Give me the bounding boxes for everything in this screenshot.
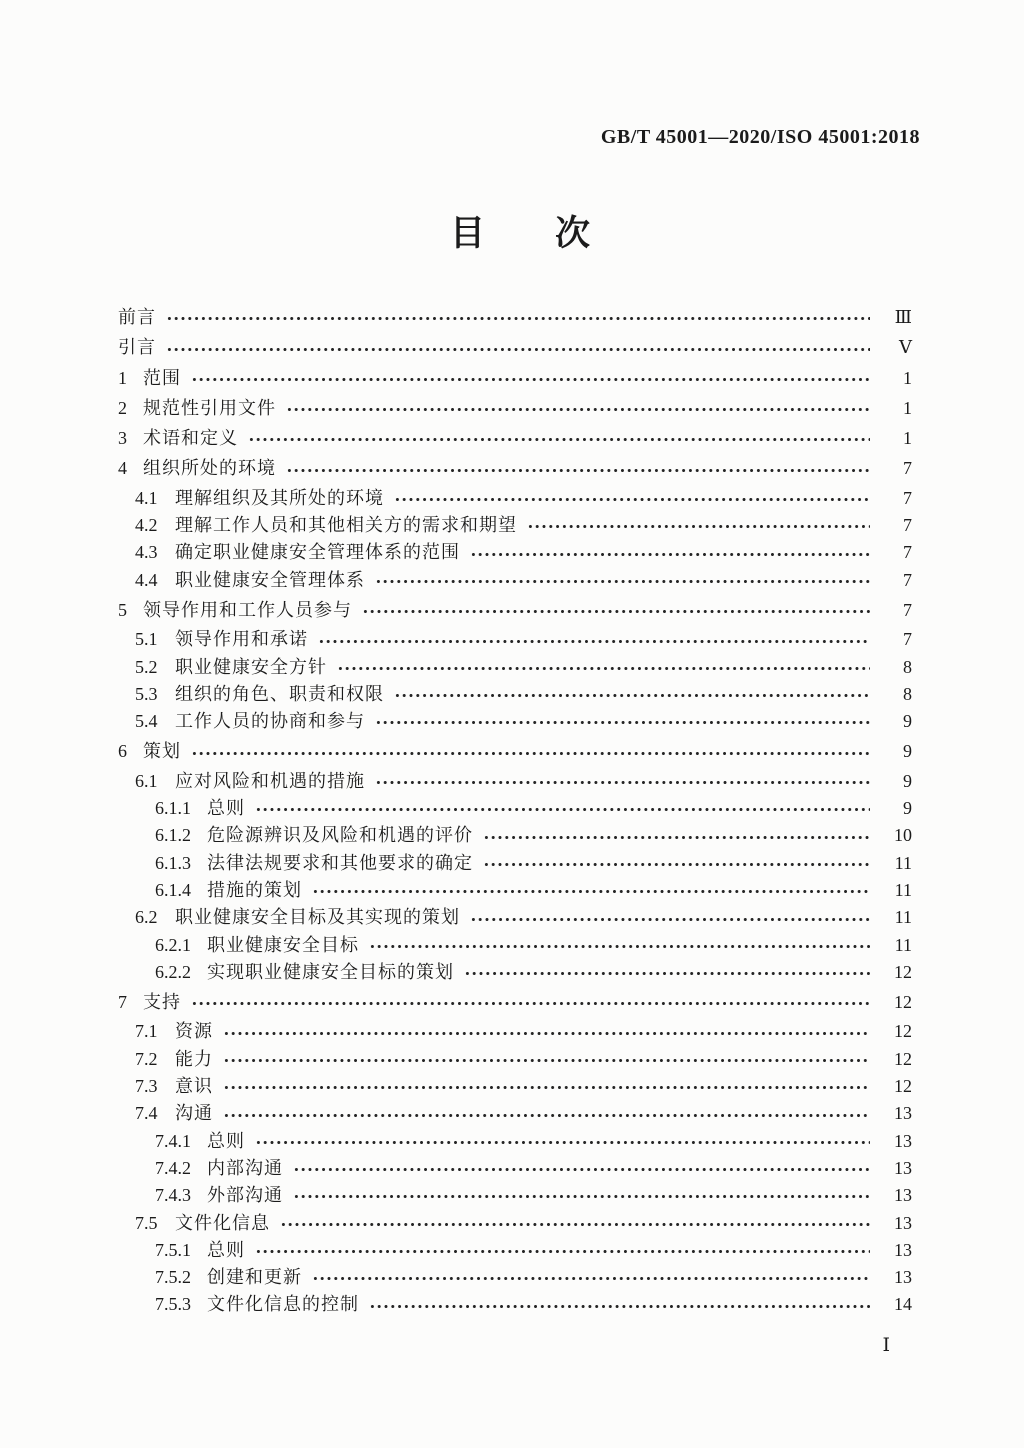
toc-entry-number: 7.5.1	[155, 1239, 191, 1260]
toc-entry-page: 7	[903, 515, 912, 536]
toc-entry	[118, 1210, 912, 1237]
toc-entry-number: 4.1	[135, 487, 158, 508]
toc-entry-page: 1	[903, 397, 912, 418]
toc-dot-leader	[191, 365, 870, 392]
toc-dot-leader	[375, 567, 870, 594]
toc-entry-number: 7.5.3	[155, 1294, 191, 1315]
toc-entry	[118, 654, 912, 681]
toc-entry-label: 能力	[175, 1048, 213, 1069]
toc-dot-leader	[166, 304, 870, 331]
toc-entry-page: 11	[894, 879, 912, 900]
toc-entry-label: 组织所处的环境	[143, 458, 276, 479]
toc-entry-label: 术语和定义	[143, 428, 238, 449]
toc-entry-page: 11	[894, 907, 912, 928]
toc-entry-page: 13	[894, 1239, 912, 1260]
toc-entry-page: 7	[903, 458, 912, 479]
toc-entry-number: 7.5.2	[155, 1267, 191, 1288]
toc-entry	[118, 1155, 912, 1182]
toc-dot-leader	[223, 1073, 870, 1100]
toc-entry-number: 7.4	[135, 1103, 158, 1124]
toc-entry-page: 12	[894, 961, 912, 982]
toc-entry-number: 6.1.1	[155, 798, 191, 819]
toc-entry-number: 1	[118, 367, 127, 388]
toc-dot-leader	[375, 708, 870, 735]
toc-entry-label: 措施的策划	[207, 879, 302, 900]
toc-entry	[118, 738, 912, 765]
toc-entry	[118, 512, 912, 539]
toc-entry-number: 3	[118, 428, 127, 449]
toc-entry-page: 11	[894, 934, 912, 955]
toc-entry-label: 确定职业健康安全管理体系的范围	[175, 542, 460, 563]
toc-entry-label: 总则	[207, 798, 245, 819]
toc-entry-number: 7.1	[135, 1021, 158, 1042]
toc-entry-page: 13	[894, 1157, 912, 1178]
toc-entry-label: 内部沟通	[207, 1157, 283, 1178]
toc-entry-number: 7.4.3	[155, 1185, 191, 1206]
toc-entry-page: 1	[903, 428, 912, 449]
toc-dot-leader	[223, 1046, 870, 1073]
toc-entry-page: 9	[903, 770, 912, 791]
toc-entry-page: 12	[894, 1076, 912, 1097]
toc-entry-number: 7.5	[135, 1212, 158, 1233]
toc-entry-number: 5.4	[135, 711, 158, 732]
toc-entry-label: 组织的角色、职责和权限	[175, 683, 384, 704]
toc-entry-page: 7	[903, 599, 912, 620]
toc-entry	[118, 1182, 912, 1209]
toc-entry-number: 5.3	[135, 683, 158, 704]
toc-entry-label: 理解工作人员和其他相关方的需求和期望	[175, 515, 517, 536]
toc-entry-label: 文件化信息的控制	[207, 1294, 359, 1315]
toc-entry-number: 4.4	[135, 569, 158, 590]
toc-entry-page: 13	[894, 1212, 912, 1233]
toc-entry-label: 规范性引用文件	[143, 397, 276, 418]
toc-dot-leader	[483, 850, 870, 877]
toc-entry-label: 实现职业健康安全目标的策划	[207, 961, 454, 982]
toc-dot-leader	[286, 395, 870, 422]
toc-dot-leader	[286, 455, 870, 482]
toc-entry-page: 1	[903, 367, 912, 388]
toc-entry	[118, 1100, 912, 1127]
toc-entry-label: 前言	[118, 307, 156, 327]
toc-dot-leader	[255, 1128, 870, 1155]
toc-dot-leader	[470, 904, 870, 931]
toc-entry-page: Ⅲ	[894, 307, 912, 327]
toc-dot-leader	[394, 485, 870, 512]
toc-dot-leader	[280, 1210, 870, 1237]
toc-entry-number: 6.1.3	[155, 852, 191, 873]
toc-entry	[118, 455, 912, 482]
toc-entry	[118, 425, 912, 452]
page-title: 目 次	[449, 214, 590, 253]
toc-entry-number: 7	[118, 992, 127, 1013]
toc-dot-leader	[312, 1264, 870, 1291]
toc-dot-leader	[255, 1237, 870, 1264]
toc-entry-label: 文件化信息	[175, 1212, 270, 1233]
toc-entry-label: 意识	[175, 1076, 213, 1097]
toc-entry	[118, 304, 912, 331]
toc-entry-page: 9	[903, 741, 912, 762]
toc-entry-label: 职业健康安全方针	[175, 656, 327, 677]
toc-entry-number: 2	[118, 397, 127, 418]
toc-dot-leader	[293, 1155, 870, 1182]
toc-entry-label: 理解组织及其所处的环境	[175, 487, 384, 508]
toc-entry-label: 职业健康安全目标及其实现的策划	[175, 907, 460, 928]
toc-entry-page: 7	[903, 569, 912, 590]
toc-dot-leader	[191, 989, 870, 1016]
table-of-contents	[118, 301, 912, 1319]
toc-dot-leader	[223, 1100, 870, 1127]
toc-entry	[118, 959, 912, 986]
toc-entry-label: 引言	[118, 337, 156, 358]
toc-entry-page: 13	[894, 1267, 912, 1288]
toc-entry	[118, 708, 912, 735]
toc-entry-page: 9	[903, 711, 912, 732]
document-code-header: GB/T 45001—2020/ISO 45001:2018	[600, 126, 920, 148]
toc-entry-page: 8	[903, 683, 912, 704]
toc-dot-leader	[318, 626, 870, 653]
toc-entry-number: 6	[118, 741, 127, 762]
toc-entry-number: 7.3	[135, 1076, 158, 1097]
toc-dot-leader	[293, 1182, 870, 1209]
toc-entry-label: 领导作用和承诺	[175, 629, 308, 650]
toc-dot-leader	[375, 768, 870, 795]
toc-dot-leader	[223, 1018, 870, 1045]
toc-entry-page: 7	[903, 542, 912, 563]
toc-entry	[118, 395, 912, 422]
toc-entry-label: 支持	[143, 992, 181, 1013]
toc-entry-label: 工作人员的协商和参与	[175, 711, 365, 732]
toc-entry-number: 5	[118, 599, 127, 620]
toc-dot-leader	[191, 738, 870, 765]
toc-dot-leader	[369, 932, 870, 959]
toc-dot-leader	[470, 539, 870, 566]
toc-entry	[118, 626, 912, 653]
toc-entry	[118, 485, 912, 512]
toc-entry	[118, 822, 912, 849]
toc-entry-label: 创建和更新	[207, 1267, 302, 1288]
toc-entry-page: 9	[903, 798, 912, 819]
toc-dot-leader	[312, 877, 870, 904]
toc-entry-number: 7.4.1	[155, 1130, 191, 1151]
toc-dot-leader	[255, 795, 870, 822]
toc-entry-number: 6.1.4	[155, 879, 191, 900]
toc-dot-leader	[527, 512, 870, 539]
toc-entry-number: 5.2	[135, 656, 158, 677]
toc-entry	[118, 567, 912, 594]
toc-entry	[118, 1018, 912, 1045]
toc-entry-page: 11	[894, 852, 912, 873]
toc-entry-number: 6.2.2	[155, 961, 191, 982]
toc-entry	[118, 768, 912, 795]
toc-entry	[118, 597, 912, 624]
toc-dot-leader	[464, 959, 870, 986]
toc-dot-leader	[248, 425, 870, 452]
toc-dot-leader	[369, 1291, 870, 1318]
toc-entry-number: 7.4.2	[155, 1157, 191, 1178]
toc-entry-number: 4.3	[135, 542, 158, 563]
toc-entry-label: 总则	[207, 1239, 245, 1260]
toc-entry	[118, 850, 912, 877]
toc-entry-label: 总则	[207, 1130, 245, 1151]
toc-entry-page: 13	[894, 1185, 912, 1206]
toc-entry-label: 职业健康安全管理体系	[175, 569, 365, 590]
toc-entry	[118, 1264, 912, 1291]
toc-entry	[118, 1237, 912, 1264]
toc-entry-page: 12	[894, 1021, 912, 1042]
toc-entry-number: 4	[118, 458, 127, 479]
toc-entry	[118, 1046, 912, 1073]
toc-entry-label: 危险源辨识及风险和机遇的评价	[207, 825, 473, 846]
toc-entry-page: 7	[903, 629, 912, 650]
toc-entry	[118, 539, 912, 566]
toc-entry-label: 策划	[143, 741, 181, 762]
toc-entry-page: 10	[894, 825, 912, 846]
toc-entry-number: 6.1	[135, 770, 158, 791]
toc-entry-number: 7.2	[135, 1048, 158, 1069]
toc-dot-leader	[166, 334, 870, 361]
toc-entry-page: Ⅴ	[899, 337, 912, 358]
toc-entry-number: 6.2.1	[155, 934, 191, 955]
footer-page-number: Ⅰ	[882, 1335, 890, 1356]
toc-entry-label: 外部沟通	[207, 1185, 283, 1206]
toc-entry-number: 6.1.2	[155, 825, 191, 846]
toc-dot-leader	[337, 654, 870, 681]
toc-entry-label: 范围	[143, 367, 181, 388]
toc-entry	[118, 904, 912, 931]
toc-entry-page: 12	[894, 992, 912, 1013]
toc-entry	[118, 1291, 912, 1318]
toc-entry-label: 职业健康安全目标	[207, 934, 359, 955]
toc-entry-label: 资源	[175, 1021, 213, 1042]
toc-entry-page: 13	[894, 1130, 912, 1151]
toc-entry	[118, 1073, 912, 1100]
toc-entry-label: 领导作用和工作人员参与	[143, 599, 352, 620]
toc-entry	[118, 932, 912, 959]
toc-entry	[118, 1128, 912, 1155]
toc-entry-number: 6.2	[135, 907, 158, 928]
toc-entry	[118, 365, 912, 392]
toc-entry-page: 13	[894, 1103, 912, 1124]
toc-entry-label: 法律法规要求和其他要求的确定	[207, 852, 473, 873]
toc-entry-number: 4.2	[135, 515, 158, 536]
toc-entry-page: 14	[894, 1294, 912, 1315]
toc-entry	[118, 795, 912, 822]
toc-entry	[118, 681, 912, 708]
toc-entry-label: 应对风险和机遇的措施	[175, 770, 365, 791]
toc-entry-number: 5.1	[135, 629, 158, 650]
toc-entry-page: 12	[894, 1048, 912, 1069]
toc-entry	[118, 989, 912, 1016]
toc-dot-leader	[483, 822, 870, 849]
toc-dot-leader	[362, 597, 870, 624]
toc-dot-leader	[394, 681, 870, 708]
toc-entry-label: 沟通	[175, 1103, 213, 1124]
toc-entry-page: 8	[903, 656, 912, 677]
toc-entry	[118, 877, 912, 904]
toc-entry	[118, 334, 912, 361]
toc-entry-page: 7	[903, 487, 912, 508]
